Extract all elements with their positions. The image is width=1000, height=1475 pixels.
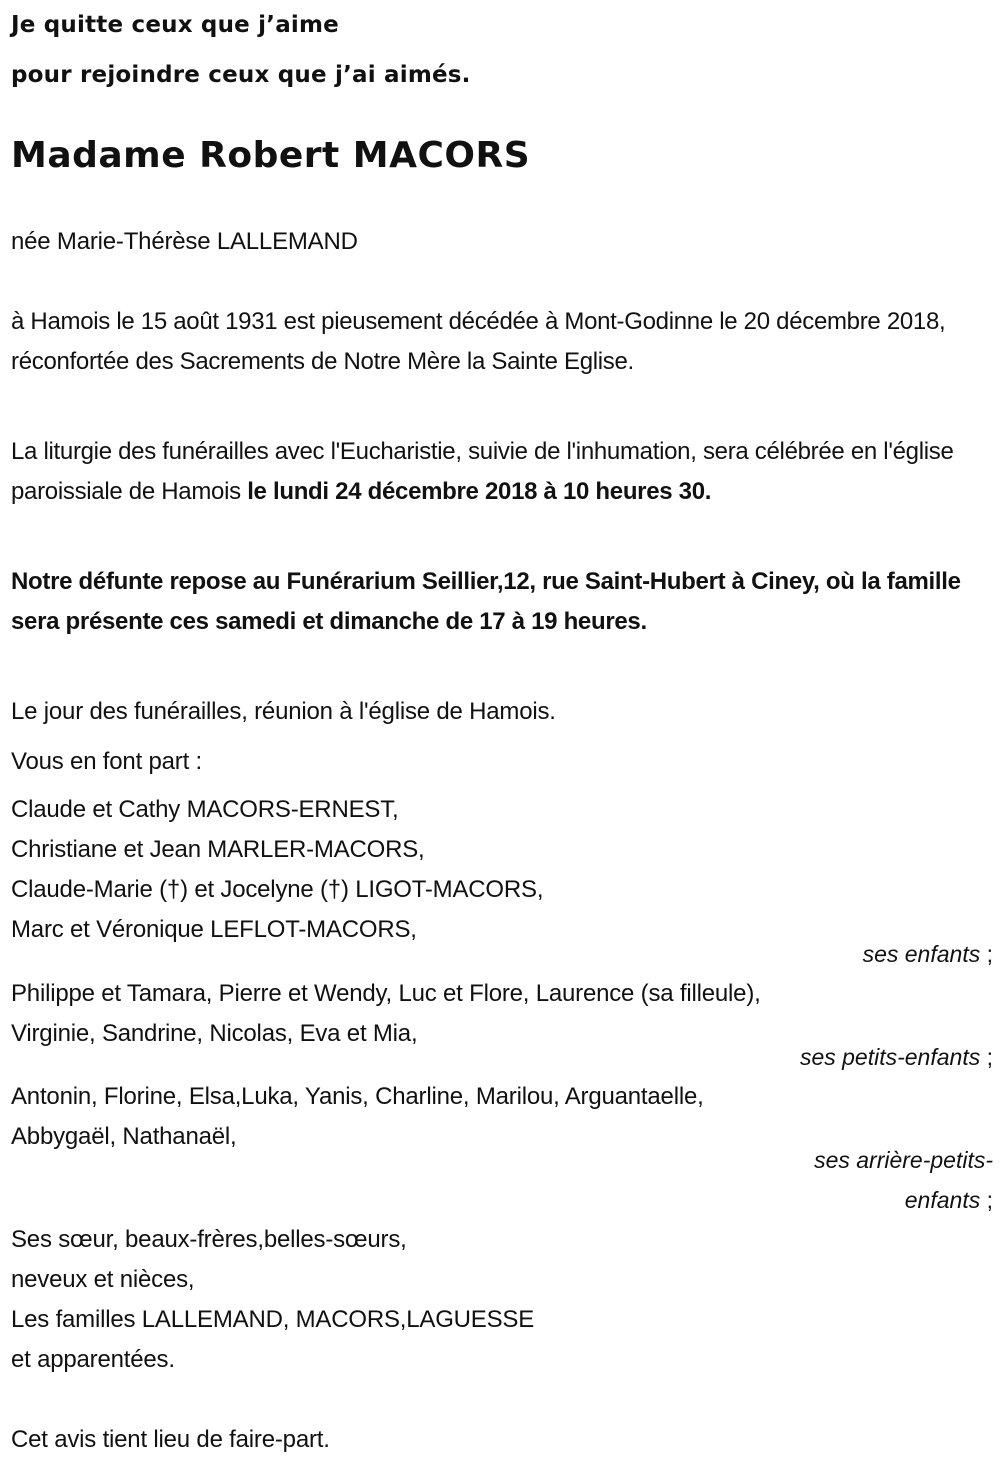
child-line: Marc et Véronique LEFLOT-MACORS,: [11, 916, 417, 943]
great-grandchild-line: Antonin, Florine, Elsa,Luka, Yanis, Charline, Marilou, Arguantaelle,: [11, 1083, 704, 1110]
child-line: Claude-Marie (†) et Jocelyne (†) LIGOT-MACORS,: [11, 876, 544, 903]
relation-label: ses arrière-petits-: [814, 1147, 993, 1173]
relation-punct: ;: [980, 1187, 993, 1213]
birth-name: née Marie-Thérèse LALLEMAND: [11, 228, 358, 255]
child-line: Claude et Cathy MACORS-ERNEST,: [11, 796, 399, 823]
relation-label: ses enfants: [862, 941, 981, 967]
epigraph-line-2: pour rejoindre ceux que j’ai aimés.: [11, 62, 471, 88]
relation-great-grandchildren-2: [905, 1183, 993, 1217]
liturgy-date-time: le lundi 24 décembre 2018 à 10 heures 30.: [247, 478, 712, 505]
liturgy-text: La liturgie des funérailles avec l'Eucharistie, suivie de l'inhumation, sera célébrée en l'église paroissiale de Hamois: [11, 438, 954, 505]
closing-line: Cet avis tient lieu de faire-part.: [11, 1426, 330, 1453]
grandchild-line: Philippe et Tamara, Pierre et Wendy, Luc et Flore, Laurence (sa filleule),: [11, 980, 761, 1007]
relation-grandchildren: [800, 1040, 993, 1074]
announce-line: Vous en font part :: [11, 748, 203, 775]
child-line: Christiane et Jean MARLER-MACORS,: [11, 836, 425, 863]
death-notice-paragraph: à Hamois le 15 août 1931 est pieusement décédée à Mont-Godinne le 20 décembre 2018, réconfortée des Sacrements de Notre Mère la Sainte Eglise.: [11, 308, 946, 375]
liturgy-paragraph: [11, 432, 993, 512]
relation-great-grandchildren-1: [814, 1143, 993, 1177]
great-grandchild-line: Abbygaël, Nathanaël,: [11, 1123, 237, 1150]
relation-label: ses petits-enfants: [799, 1044, 981, 1070]
grandchild-line: Virginie, Sandrine, Nicolas, Eva et Mia,: [11, 1020, 418, 1047]
family-line: neveux et nièces,: [11, 1266, 195, 1293]
meeting-notice: Le jour des funérailles, réunion à l'église de Hamois.: [11, 698, 556, 725]
deceased-name-title: Madame Robert MACORS: [11, 135, 531, 176]
relation-punct: ;: [980, 1044, 993, 1070]
family-line: Les familles LALLEMAND, MACORS,LAGUESSE: [11, 1306, 535, 1333]
rest-notice-paragraph: Notre défunte repose au Funérarium Seillier,12, rue Saint-Hubert à Ciney, où la famille sera présente ces samedi et dimanche de 17 à 19 heures.: [11, 568, 961, 635]
relation-children: [863, 937, 993, 971]
epigraph-line-1: Je quitte ceux que j’aime: [11, 12, 339, 38]
relation-punct: ;: [980, 941, 993, 967]
family-line: Ses sœur, beaux-frères,belles-sœurs,: [11, 1226, 407, 1253]
family-line: et apparentées.: [11, 1346, 175, 1373]
relation-label: enfants: [904, 1187, 981, 1213]
